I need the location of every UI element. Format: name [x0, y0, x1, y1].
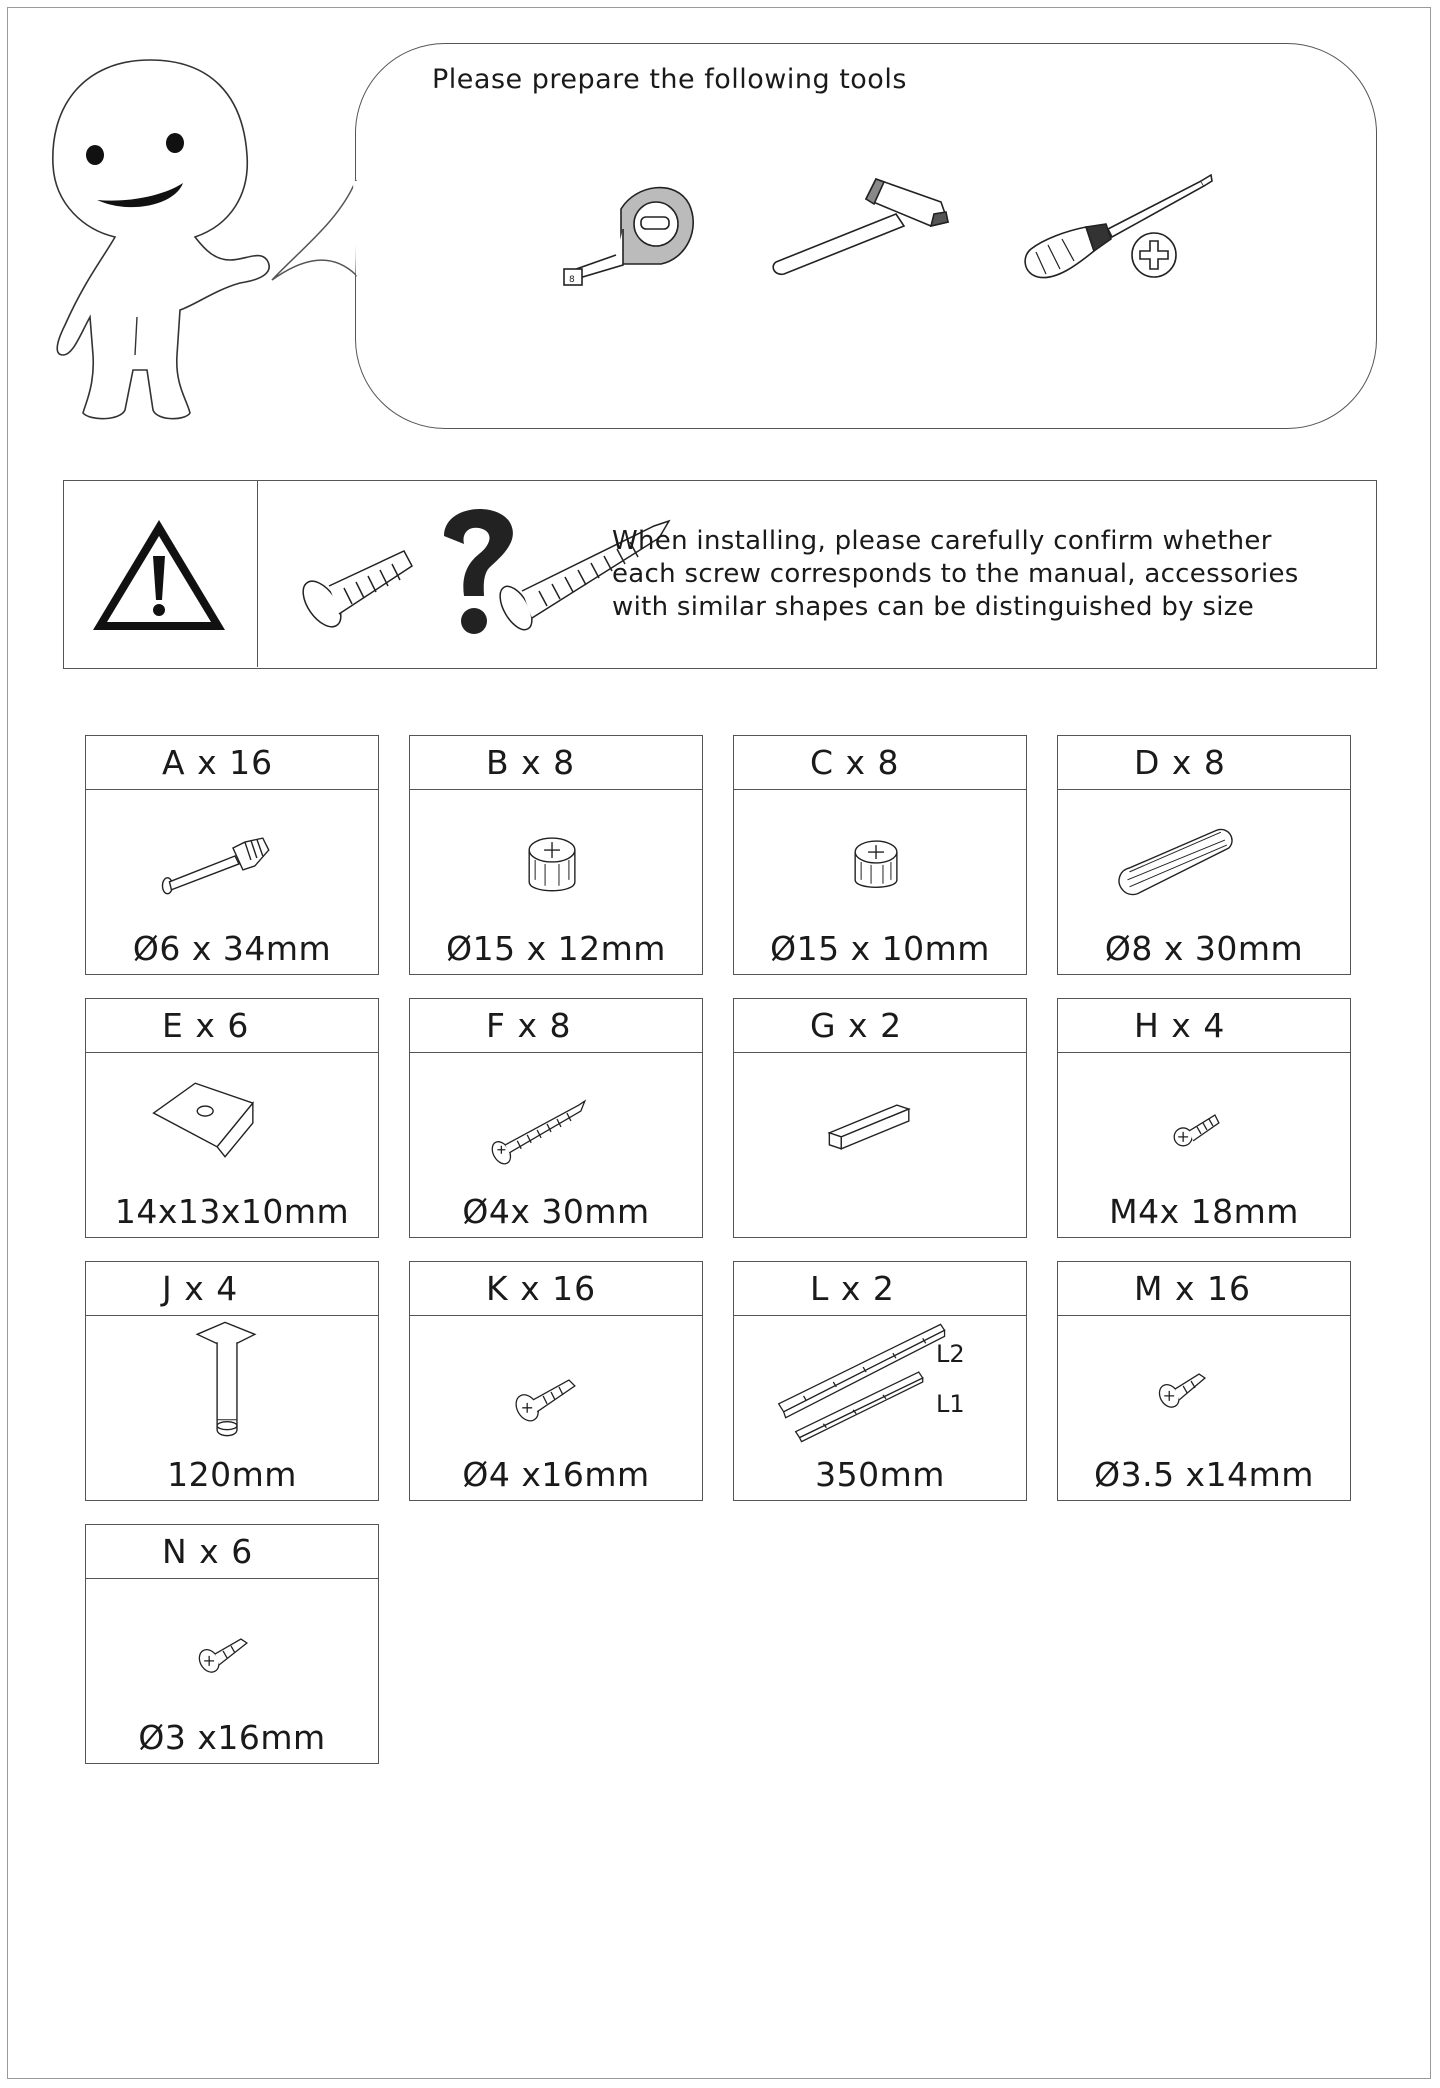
wood-screw-icon — [410, 1316, 702, 1446]
tape-measure-icon — [561, 169, 701, 294]
wooden-dowel-icon — [1058, 790, 1350, 920]
part-size: 120mm — [167, 1455, 297, 1494]
part-label: F x 8 — [410, 999, 702, 1053]
tools-title: Please prepare the following tools — [432, 64, 907, 95]
part-card-j — [85, 1261, 379, 1501]
hammer-icon — [766, 164, 956, 284]
part-label: C x 8 — [734, 736, 1026, 790]
machine-screw-icon — [1058, 1053, 1350, 1183]
speech-bubble-tail — [240, 180, 380, 330]
part-card-k — [409, 1261, 703, 1501]
part-label: A x 16 — [86, 736, 378, 790]
angle-bracket-icon — [86, 1053, 378, 1183]
furniture-leg-icon — [86, 1316, 378, 1446]
drawer-slide-icon — [734, 1316, 1026, 1446]
part-size: Ø6 x 34mm — [132, 929, 332, 968]
part-label: G x 2 — [734, 999, 1026, 1053]
warning-line: with similar shapes can be distinguished by size — [612, 592, 1254, 622]
cam-lock-icon — [410, 790, 702, 920]
warning-triangle-icon — [89, 516, 229, 636]
warning-text — [612, 525, 1372, 624]
wood-screw-icon — [86, 1579, 378, 1709]
part-label: D x 8 — [1058, 736, 1350, 790]
warning-box — [63, 480, 1377, 669]
part-size: Ø8 x 30mm — [1104, 929, 1304, 968]
part-card-b — [409, 735, 703, 975]
part-card-c — [733, 735, 1027, 975]
part-size: Ø4 x16mm — [462, 1455, 650, 1494]
part-card-a — [85, 735, 379, 975]
wood-block-icon — [734, 1053, 1026, 1183]
part-size: 350mm — [815, 1455, 945, 1494]
part-card-n — [85, 1524, 379, 1764]
warning-icon-cell — [64, 481, 258, 667]
part-label: N x 6 — [86, 1525, 378, 1579]
svg-text:8: 8 — [569, 275, 575, 285]
part-size: Ø15 x 12mm — [446, 929, 666, 968]
part-card-h — [1057, 998, 1351, 1238]
parts-grid — [85, 735, 1351, 1770]
part-card-f — [409, 998, 703, 1238]
part-label: L x 2 — [734, 1262, 1026, 1316]
part-card-e — [85, 998, 379, 1238]
drawer-slide-label-l2: L2 — [936, 1340, 965, 1368]
part-card-g — [733, 998, 1027, 1238]
cam-lock-icon — [734, 790, 1026, 920]
warning-line: When installing, please carefully confirm whether — [612, 526, 1272, 556]
part-size: Ø3.5 x14mm — [1094, 1455, 1314, 1494]
part-card-m — [1057, 1261, 1351, 1501]
part-size: 14x13x10mm — [114, 1192, 350, 1231]
warning-line: each screw corresponds to the manual, accessories — [612, 559, 1299, 589]
part-card-d — [1057, 735, 1351, 975]
part-size: Ø15 x 10mm — [770, 929, 990, 968]
part-label: B x 8 — [410, 736, 702, 790]
part-label: E x 6 — [86, 999, 378, 1053]
screwdriver-icon — [1016, 169, 1226, 289]
tools-speech-bubble — [355, 43, 1377, 429]
part-label: M x 16 — [1058, 1262, 1350, 1316]
part-size: Ø3 x16mm — [138, 1718, 326, 1757]
part-card-l — [733, 1261, 1027, 1501]
part-label: K x 16 — [410, 1262, 702, 1316]
wood-screw-icon — [410, 1053, 702, 1183]
drawer-slide-label-l1: L1 — [936, 1390, 965, 1418]
part-size: M4x 18mm — [1109, 1192, 1299, 1231]
part-label: J x 4 — [86, 1262, 378, 1316]
part-label: H x 4 — [1058, 999, 1350, 1053]
part-size: Ø4x 30mm — [462, 1192, 650, 1231]
connector-bolt-icon — [86, 790, 378, 920]
wood-screw-icon — [1058, 1316, 1350, 1446]
